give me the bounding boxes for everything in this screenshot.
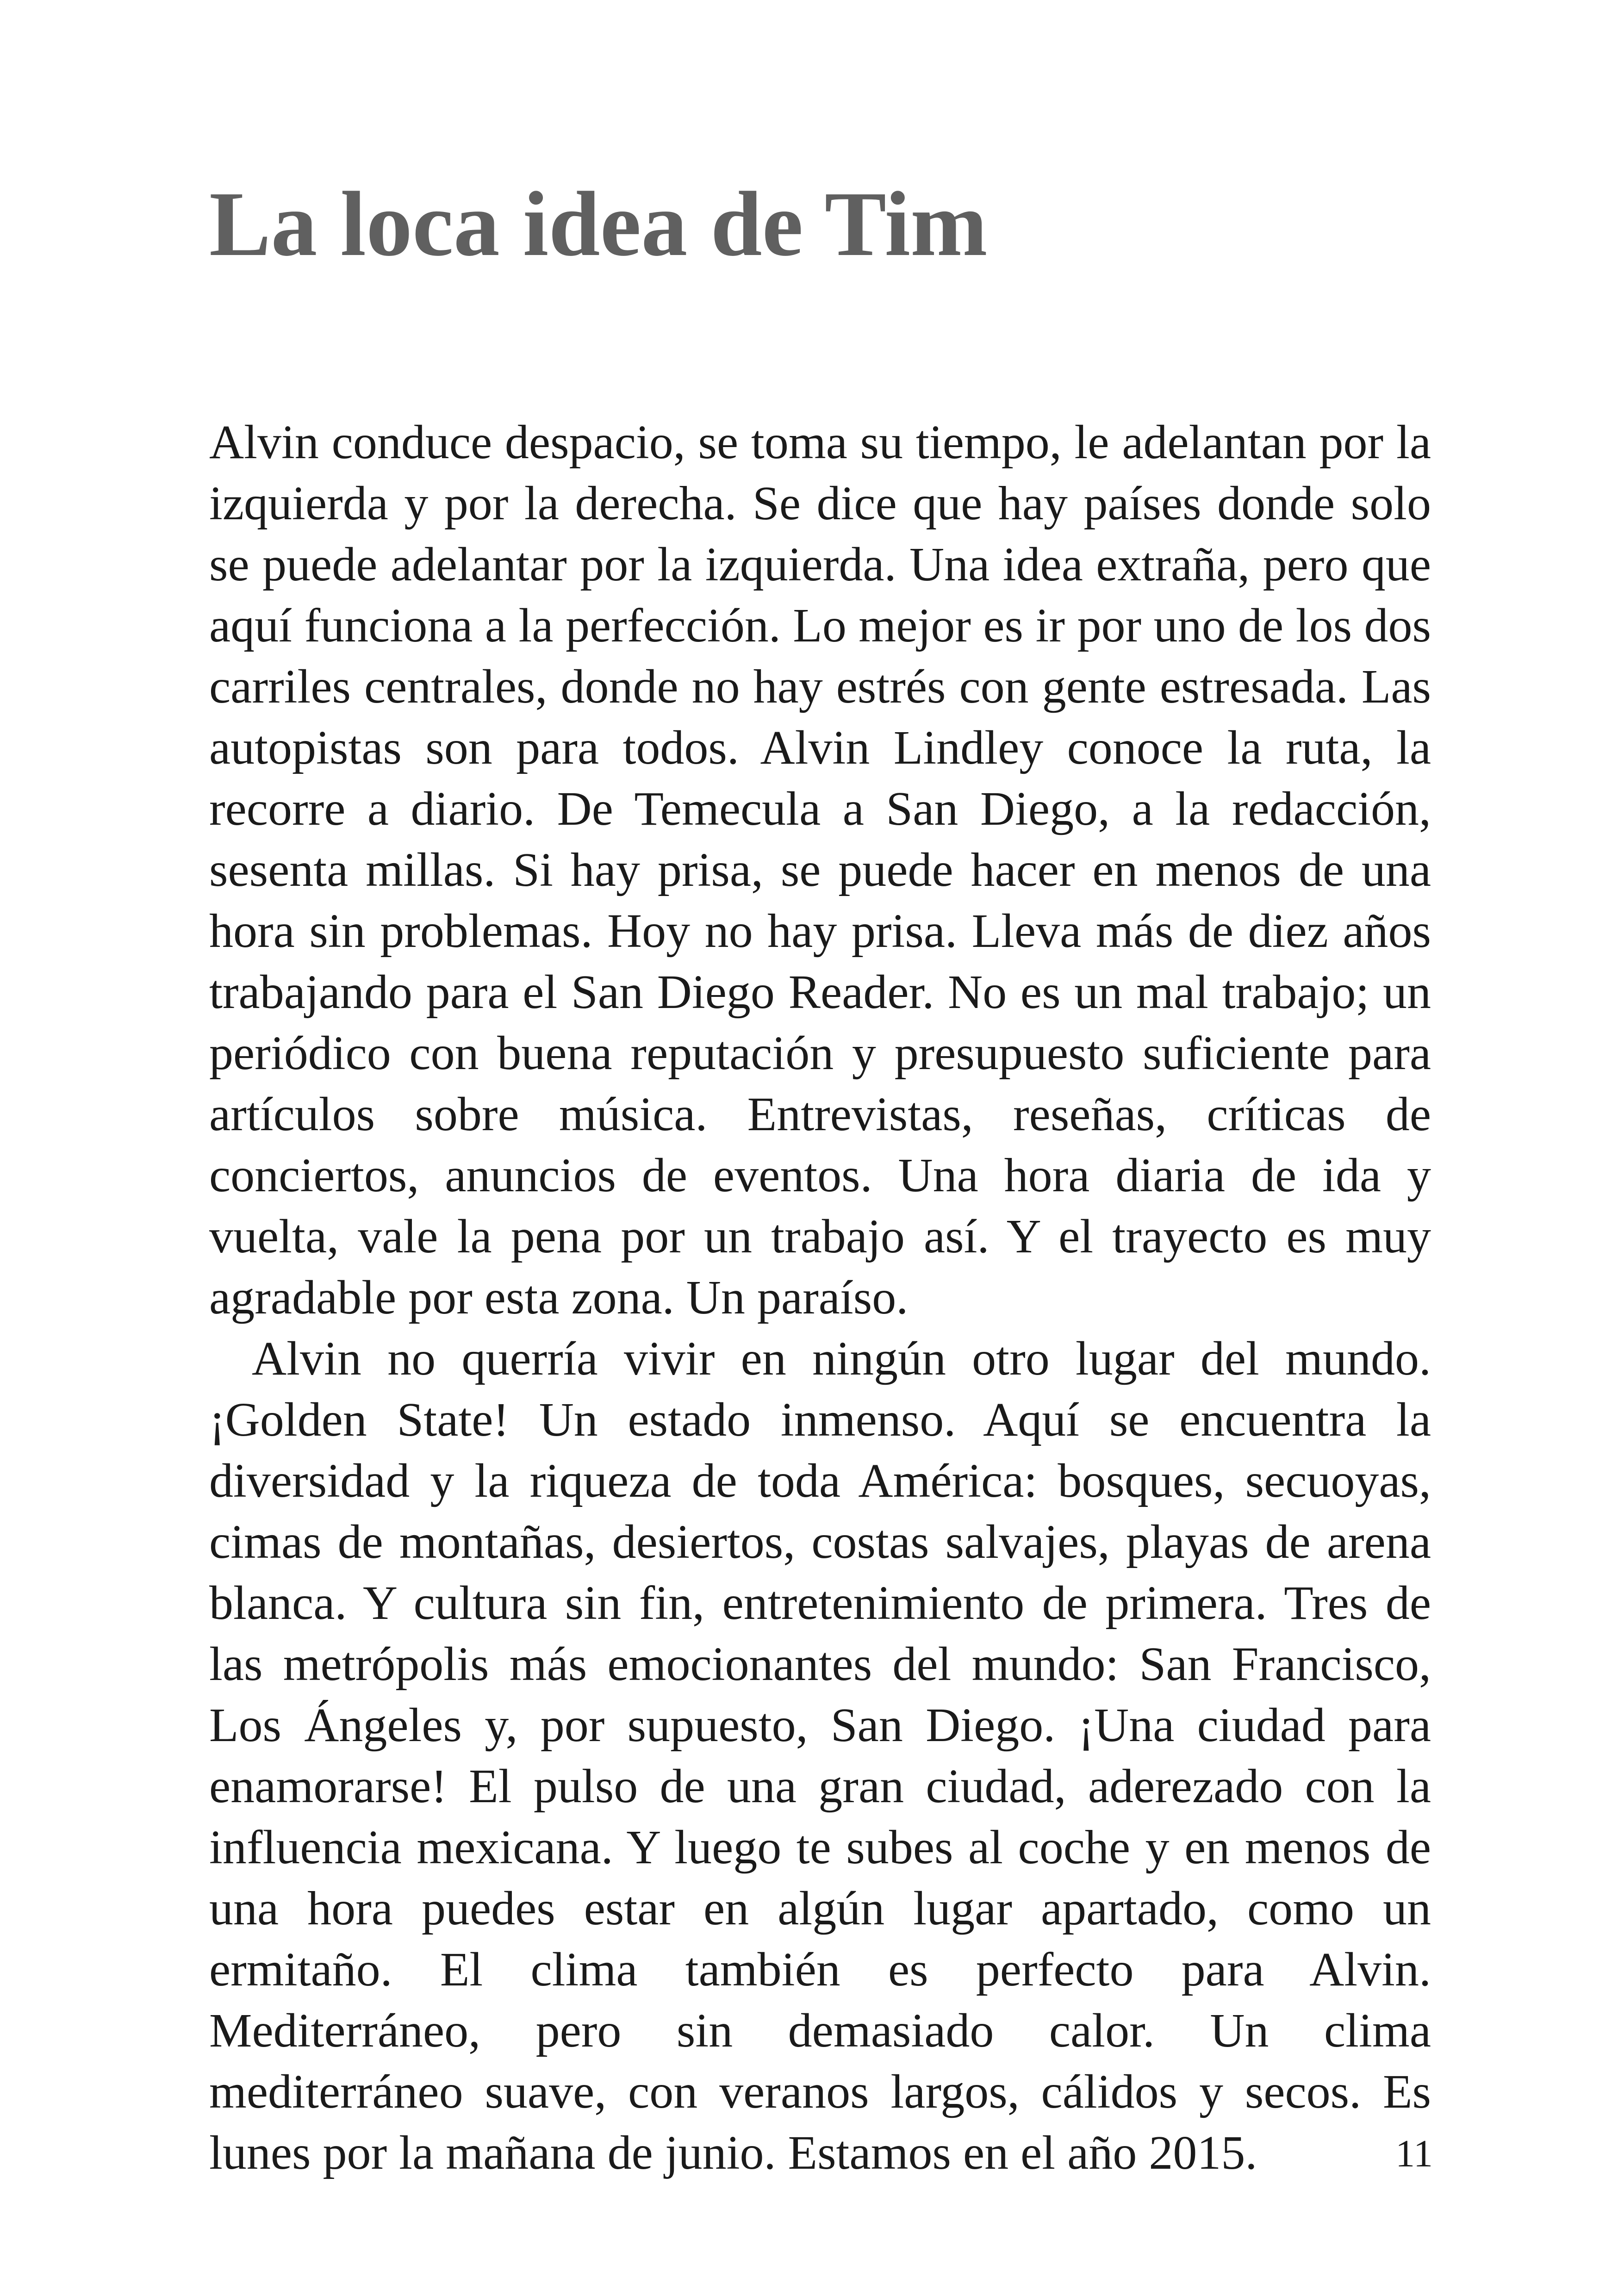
paragraph-2: Alvin no querría vivir en ningún otro lugar del mundo. ¡Golden State! Un estado inmenso. Aquí se encuentra la diversidad y la riqueza de toda América: bosques, secuoyas, cimas de montañas, desiertos, costas salvajes, playas de arena blanca. Y cultura sin fin, entretenimiento de primera. Tres de las metrópolis más emocionantes del mundo: San Francisco, Los Ángeles y, por supuesto, San Diego. ¡Una ciudad para enamorarse! El pulso de una gran ciudad, aderezado con la influencia mexicana. Y luego te subes al coche y en menos de una hora puedes estar en algún lugar apartado, como un ermitaño. El clima también es perfecto para Alvin. Mediterráneo, pero sin demasiado calor. Un clima mediterráneo suave, con veranos largos, cálidos y secos. Es lunes por la mañana de junio. Estamos en el año 2015.: [209, 1332, 1431, 2179]
paragraph-1: Alvin conduce despacio, se toma su tiempo, le adelantan por la izquierda y por la derecha. Se dice que hay países donde solo se puede adelantar por la izquierda. Una idea extraña, pero que aquí funciona a la perfección. Lo mejor es ir por uno de los dos carriles centrales, donde no hay estrés con gente estresada. Las autopistas son para todos. Alvin Lindley conoce la ruta, la recorre a diario. De Temecula a San Diego, a la redacción, sesenta millas. Si hay prisa, se puede hacer en menos de una hora sin problemas. Hoy no hay prisa. Lleva más de diez años trabajando para el San Diego Reader. No es un mal trabajo; un periódico con buena reputación y presupuesto suficiente para artículos sobre música. Entrevistas, reseñas, críticas de conciertos, anuncios de eventos. Una hora diaria de ida y vuelta, vale la pena por un trabajo así. Y el trayecto es muy agradable por esta zona. Un paraíso.: [209, 416, 1431, 1324]
chapter-body: [209, 412, 1431, 2184]
chapter-title: La loca idea de Tim: [209, 173, 988, 275]
page-number: 11: [1395, 2132, 1433, 2175]
